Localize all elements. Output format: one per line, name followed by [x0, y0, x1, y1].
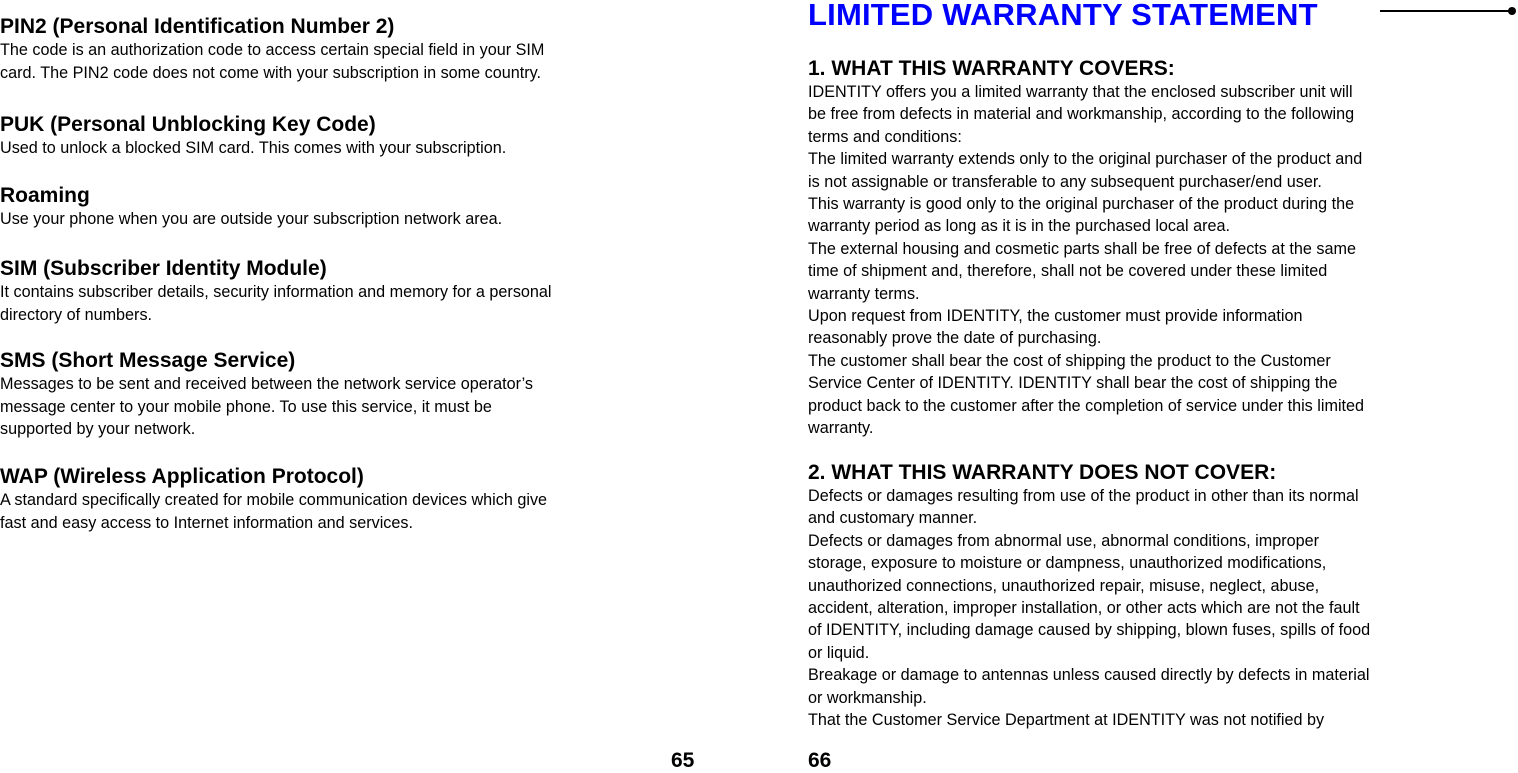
section-line: Breakage or damage to antennas unless caused directly by defects in material — [808, 666, 1370, 685]
definition-line: supported by your network. — [0, 420, 196, 438]
title-rule-dot-icon — [1508, 7, 1516, 15]
section-line: The customer shall bear the cost of shipping the product to the Customer — [808, 351, 1331, 370]
glossary-entry-roaming — [0, 184, 670, 231]
definition-line: Used to unlock a blocked SIM card. This comes with your subscription. — [0, 139, 507, 157]
warranty-title: LIMITED WARRANTY STATEMENT — [808, 0, 1318, 32]
glossary-entry-wap — [0, 465, 670, 534]
glossary-term-title: SIM (Subscriber Identity Module) — [0, 257, 327, 280]
section-heading: 2. WHAT THIS WARRANTY DOES NOT COVER: — [808, 461, 1277, 484]
section-line: accident, alteration, improper installation, or other acts which are not the fault — [808, 599, 1360, 618]
glossary-term-definition — [0, 137, 670, 160]
glossary-entry-pin2 — [0, 15, 670, 84]
glossary-entry-sim — [0, 257, 670, 326]
section-line: time of shipment and, therefore, shall not be covered under these limited — [808, 262, 1328, 281]
section-line: Service Center of IDENTITY. IDENTITY shall bear the cost of shipping the — [808, 374, 1338, 393]
section-line: product back to the customer after the completion of service under this limited — [808, 396, 1365, 415]
warranty-section-covers — [808, 57, 1498, 440]
definition-line: message center to your mobile phone. To use this service, it must be — [0, 397, 492, 416]
definition-line: Messages to be sent and received between the network service operator’s — [0, 375, 533, 393]
glossary-term-definition — [0, 281, 670, 326]
section-heading: 1. WHAT THIS WARRANTY COVERS: — [808, 57, 1175, 80]
section-line: warranty. — [808, 419, 874, 438]
section-line: terms and conditions: — [808, 127, 962, 146]
glossary-entry-puk — [0, 113, 670, 160]
definition-line: A standard specifically created for mobile communication devices which give — [0, 491, 548, 509]
glossary-term-title: Roaming — [0, 184, 90, 207]
glossary-term-definition — [0, 39, 670, 84]
section-line: or liquid. — [808, 643, 870, 662]
glossary-term-definition — [0, 489, 670, 534]
title-decorative-rule — [1380, 10, 1512, 12]
page-number-left: 65 — [671, 749, 695, 772]
section-line: reasonably prove the date of purchasing. — [808, 329, 1102, 348]
page-number-right: 66 — [808, 749, 832, 772]
section-line: IDENTITY offers you a limited warranty that the enclosed subscriber unit will — [808, 83, 1353, 101]
section-body — [808, 81, 1498, 440]
section-line: warranty terms. — [808, 284, 920, 303]
glossary-term-definition — [0, 373, 670, 441]
section-line: unauthorized connections, unauthorized repair, misuse, neglect, abuse, — [808, 576, 1320, 595]
definition-line: fast and easy access to Internet information and services. — [0, 513, 413, 532]
section-line: warranty period as long as it is in the purchased local area. — [808, 217, 1231, 236]
warranty-section-not-covered — [808, 461, 1498, 731]
section-line: That the Customer Service Department at IDENTITY was not notified by — [808, 711, 1325, 730]
definition-line: Use your phone when you are outside your subscription network area. — [0, 210, 503, 228]
glossary-entry-sms — [0, 349, 670, 441]
section-line: This warranty is good only to the original purchaser of the product during the — [808, 195, 1355, 214]
section-line: Upon request from IDENTITY, the customer must provide information — [808, 307, 1303, 326]
section-line: The limited warranty extends only to the original purchaser of the product and — [808, 150, 1363, 169]
section-line: Defects or damages resulting from use of the product in other than its normal — [808, 487, 1359, 505]
glossary-term-title: PUK (Personal Unblocking Key Code) — [0, 113, 376, 136]
section-line: Defects or damages from abnormal use, abnormal conditions, improper — [808, 531, 1320, 550]
section-body — [808, 485, 1498, 731]
section-line: is not assignable or transferable to any subsequent purchaser/end user. — [808, 172, 1322, 191]
section-line: storage, exposure to moisture or dampness, unauthorized modifications, — [808, 554, 1327, 573]
section-line: or workmanship. — [808, 688, 927, 707]
definition-line: It contains subscriber details, security information and memory for a personal — [0, 283, 552, 301]
section-line: of IDENTITY, including damage caused by shipping, blown fuses, spills of food — [808, 621, 1371, 640]
glossary-term-title: WAP (Wireless Application Protocol) — [0, 465, 364, 488]
definition-line: directory of numbers. — [0, 305, 153, 324]
glossary-term-title: PIN2 (Personal Identification Number 2) — [0, 15, 395, 38]
glossary-term-title: SMS (Short Message Service) — [0, 349, 296, 372]
section-line: The external housing and cosmetic parts shall be free of defects at the same — [808, 239, 1356, 258]
section-line: and customary manner. — [808, 509, 978, 528]
definition-line: card. The PIN2 code does not come with your subscription in some country. — [0, 63, 542, 82]
section-line: be free from defects in material and workmanship, according to the following — [808, 105, 1355, 124]
left-page — [0, 0, 700, 771]
glossary-term-definition — [0, 208, 670, 231]
definition-line: The code is an authorization code to access certain special field in your SIM — [0, 41, 545, 59]
